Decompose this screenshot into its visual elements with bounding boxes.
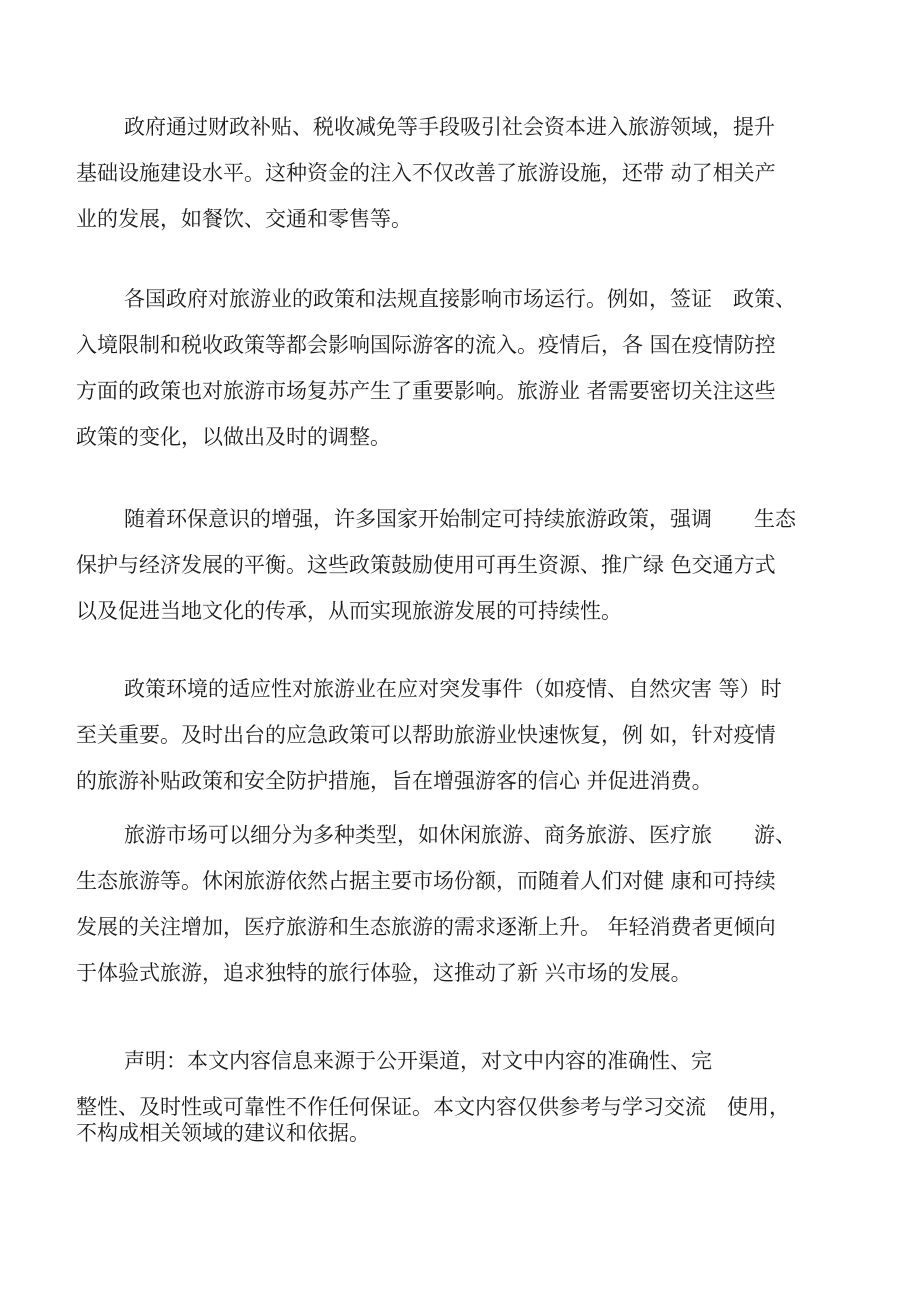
paragraph-market-segments bbox=[76, 812, 856, 996]
text-line: 以及促进当地文化的传承，从而实现旅游发展的可持续性。 bbox=[76, 599, 622, 623]
disclaimer-line: 声明：本文内容信息来源于公开渠道，对文中内容的准确性、完 bbox=[124, 1049, 712, 1073]
paragraph-fiscal-support bbox=[76, 104, 856, 242]
disclaimer bbox=[76, 1038, 856, 1146]
text-line: 业的发展，如餐饮、交通和零售等。 bbox=[76, 207, 412, 231]
text-line: 方面的政策也对旅游市场复苏产生了重要影响。旅游业 者需要密切关注这些 bbox=[76, 379, 776, 403]
text-line: 政府通过财政补贴、税收减免等手段吸引社会资本进入旅游领域，提升 bbox=[124, 115, 775, 139]
paragraph-policy-regulation bbox=[76, 276, 856, 460]
paragraph-sustainable-tourism bbox=[76, 496, 856, 634]
disclaimer-line: 整性、及时性或可靠性不作任何保证。本文内容仅供参考与学习交流 使用， bbox=[76, 1095, 790, 1119]
text-line: 至关重要。及时出台的应急政策可以帮助旅游业快速恢复，例 如，针对疫情 bbox=[76, 723, 776, 747]
text-line: 基础设施建设水平。这种资金的注入不仅改善了旅游设施，还带 动了相关产 bbox=[76, 161, 776, 185]
text-line: 生态旅游等。休闲旅游依然占据主要市场份额，而随着人们对健 康和可持续 bbox=[76, 869, 776, 893]
text-line: 政策的变化，以做出及时的调整。 bbox=[76, 425, 391, 449]
text-line: 于体验式旅游，追求独特的旅行体验，这推动了新 兴市场的发展。 bbox=[76, 961, 692, 985]
text-line: 随着环保意识的增强，许多国家开始制定可持续旅游政策，强调 生态 bbox=[124, 507, 796, 531]
text-line: 发展的关注增加，医疗旅游和生态旅游的需求逐渐上升。 年轻消费者更倾向 bbox=[76, 915, 776, 939]
text-line: 各国政府对旅游业的政策和法规直接影响市场运行。例如，签证 政策、 bbox=[124, 287, 796, 311]
disclaimer-line: 不构成相关领域的建议和依据。 bbox=[76, 1121, 370, 1145]
text-line: 保护与经济发展的平衡。这些政策鼓励使用可再生资源、推广绿 色交通方式 bbox=[76, 553, 776, 577]
text-line: 的旅游补贴政策和安全防护措施，旨在增强游客的信心 并促进消费。 bbox=[76, 769, 713, 793]
text-line: 旅游市场可以细分为多种类型，如休闲旅游、商务旅游、医疗旅 游、 bbox=[124, 823, 796, 847]
paragraph-policy-adaptability bbox=[76, 666, 856, 804]
text-line: 入境限制和税收政策等都会影响国际游客的流入。疫情后，各 国在疫情防控 bbox=[76, 333, 776, 357]
text-line: 政策环境的适应性对旅游业在应对突发事件（如疫情、自然灾害 等）时 bbox=[124, 677, 782, 701]
